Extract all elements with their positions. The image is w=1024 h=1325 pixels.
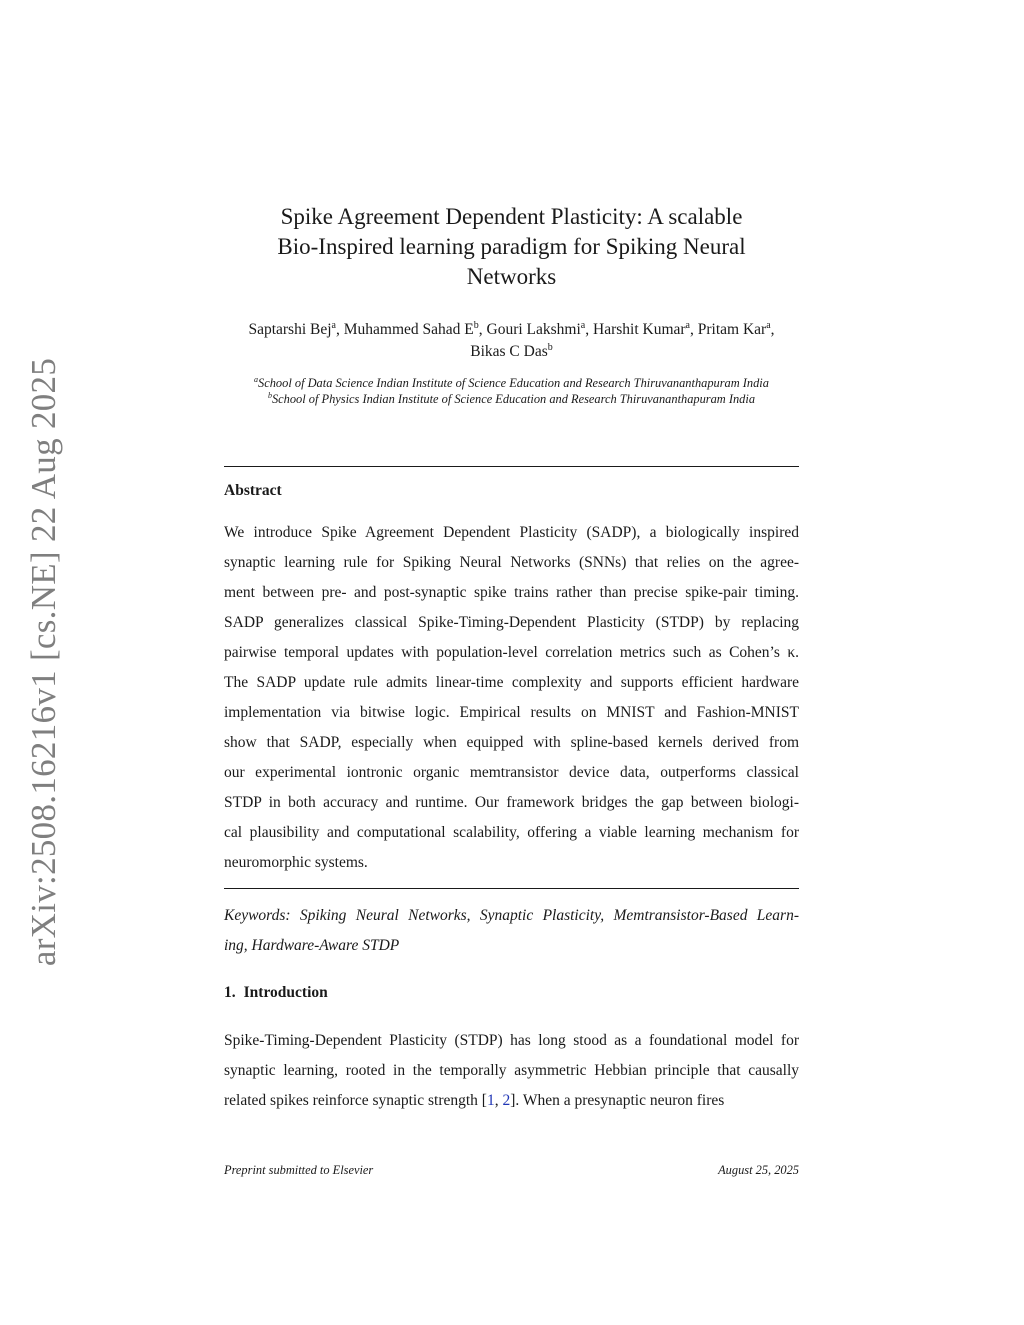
citation-separator: , <box>494 1092 503 1109</box>
author-affiliation-mark: a <box>685 320 690 331</box>
keywords-line: Keywords: Spiking Neural Networks, Synaptic Plasticity, Memtransistor-Based Learn- <box>224 907 799 924</box>
affiliation-line <box>224 375 799 391</box>
affiliation-text: School of Physics Indian Institute of Science Education and Research Thiruvananthapuram India <box>271 392 756 406</box>
title-line: Bio-Inspired learning paradigm for Spiking Neural <box>277 234 746 259</box>
author-list <box>224 319 799 363</box>
introduction-body <box>224 1026 799 1116</box>
title-line: Networks <box>466 264 557 289</box>
author-separator: , <box>770 321 775 338</box>
author-affiliation-mark: b <box>473 320 479 331</box>
abstract-line: ment between pre- and post-synaptic spike trains rather than precise spike-pair timing. <box>224 584 799 601</box>
affiliation-text: School of Data Science Indian Institute of Science Education and Research Thiruvananthapuram India <box>258 376 769 390</box>
author-affiliation-mark: a <box>580 320 586 331</box>
keywords-line: ing, Hardware-Aware STDP <box>224 937 400 954</box>
footer-preprint-note: Preprint submitted to Elsevier <box>224 1163 374 1177</box>
intro-line <box>224 1086 799 1116</box>
abstract-line: synaptic learning rule for Spiking Neural Networks (SNNs) that relies on the agree- <box>224 554 799 571</box>
author-separator: , <box>690 321 698 338</box>
section-heading-introduction <box>224 984 328 1002</box>
section-title: Introduction <box>243 984 328 1001</box>
abstract-line: SADP generalizes classical Spike-Timing-Dependent Plasticity (STDP) by replacing <box>224 614 799 631</box>
abstract-line: pairwise temporal updates with population-level correlation metrics such as Cohen’s κ. <box>224 644 799 661</box>
affiliation-mark: a <box>254 375 259 384</box>
author-name: Gouri Lakshmi <box>486 321 581 338</box>
citation-link[interactable]: 2 <box>502 1092 511 1109</box>
arxiv-identifier-stamp: arXiv:2508.16216v1 [cs.NE] 22 Aug 2025 <box>24 357 63 967</box>
abstract-line: STDP in both accuracy and runtime. Our framework bridges the gap between biologi- <box>224 794 799 811</box>
abstract-top-rule <box>224 466 799 467</box>
affiliation-mark: b <box>267 391 272 400</box>
affiliation-line <box>224 391 799 407</box>
affiliations <box>224 375 799 407</box>
author-name: Muhammed Sahad E <box>343 321 474 338</box>
abstract-body <box>224 518 799 878</box>
abstract-line: cal plausibility and computational scalability, offering a viable learning mechanism for <box>224 824 799 841</box>
author-affiliation-mark: b <box>547 342 553 353</box>
author-name: Saptarshi Bej <box>248 321 332 338</box>
abstract-line: neuromorphic systems. <box>224 854 368 871</box>
title-line: Spike Agreement Dependent Plasticity: A scalable <box>280 204 743 229</box>
abstract-line: The SADP update rule admits linear-time complexity and supports efficient hardware <box>224 674 799 691</box>
intro-line: synaptic learning, rooted in the temporally asymmetric Hebbian principle that causally <box>224 1062 799 1079</box>
section-number: 1. <box>224 984 236 1001</box>
intro-line: Spike-Timing-Dependent Plasticity (STDP) has long stood as a foundational model for <box>224 1032 799 1049</box>
intro-text-fragment: ]. When a presynaptic neuron fires <box>510 1092 725 1109</box>
abstract-line: We introduce Spike Agreement Dependent Plasticity (SADP), a biologically inspired <box>224 524 799 541</box>
author-affiliation-mark: a <box>766 320 771 331</box>
author-separator: , <box>585 321 593 338</box>
author-affiliation-mark: a <box>331 320 336 331</box>
abstract-line: show that SADP, especially when equipped with spline-based kernels derived from <box>224 734 799 751</box>
author-name: Pritam Kar <box>697 321 767 338</box>
author-name: Harshit Kumar <box>593 321 686 338</box>
author-separator: , <box>478 321 487 338</box>
author-separator: , <box>336 321 344 338</box>
abstract-heading: Abstract <box>224 482 282 499</box>
author-name: Bikas C Das <box>470 343 548 360</box>
citation-link[interactable]: 1 <box>486 1092 495 1109</box>
abstract-bottom-rule <box>224 888 799 889</box>
abstract-line: implementation via bitwise logic. Empirical results on MNIST and Fashion-MNIST <box>224 704 799 721</box>
footer-date: August 25, 2025 <box>718 1163 799 1177</box>
abstract-line: our experimental iontronic organic memtransistor device data, outperforms classical <box>224 764 799 781</box>
paper-title <box>224 202 799 292</box>
keywords <box>224 901 799 961</box>
intro-text <box>224 1086 724 1116</box>
intro-text-fragment: related spikes reinforce synaptic strength [ <box>224 1092 487 1109</box>
